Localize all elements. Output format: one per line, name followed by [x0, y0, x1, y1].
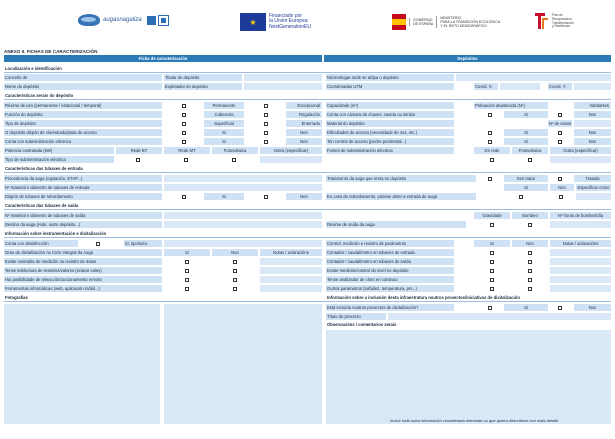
label-non: Non — [574, 111, 611, 118]
label-non: Non — [574, 138, 611, 145]
checkbox-sub-non[interactable] — [264, 140, 268, 144]
checkbox-outros-si[interactable] — [490, 287, 494, 291]
augas-galicia-logo — [78, 14, 168, 26]
form-row — [4, 321, 611, 329]
label-fotovoltaica: Fotovoltaica — [212, 147, 258, 154]
divider — [4, 99, 611, 100]
section-saida: Características das tubaxes de saída — [5, 203, 79, 208]
header-row — [4, 55, 611, 63]
divider — [4, 237, 611, 238]
checkbox-contador-s-si[interactable] — [490, 260, 494, 264]
checkbox-gravidade[interactable] — [490, 223, 494, 227]
input-nvasos[interactable] — [574, 120, 611, 127]
form-row — [4, 258, 611, 266]
checkbox-enterrado[interactable] — [264, 122, 268, 126]
label-tratamento: Tratamento da auga que entra no depósito — [326, 175, 476, 182]
input-centralita-notas[interactable] — [260, 258, 322, 265]
checkbox-rebord-si[interactable] — [182, 195, 186, 199]
checkbox-contador-e-non[interactable] — [528, 251, 532, 255]
section-localizacion: Localización e identificación — [5, 66, 62, 71]
checkbox-contador-s-non[interactable] — [528, 260, 532, 264]
checkbox-fonte-rede[interactable] — [490, 158, 494, 162]
form-row — [4, 147, 611, 155]
checkbox-deter-si[interactable] — [519, 195, 523, 199]
form-row — [4, 102, 611, 110]
eu-logo — [240, 13, 311, 31]
form-row — [4, 138, 611, 146]
label-outra: Outra (especificar) — [550, 147, 611, 154]
label-rexime: Réxime de uso (permanente / estacional / temporal) — [4, 102, 162, 109]
label-si: Si — [504, 304, 548, 311]
form-row — [4, 83, 611, 91]
label-telelectura: Tense telelectura de rexistros/valores (sclarar cales) — [4, 267, 162, 274]
label-nucleo: Núcleo/lugar onde se atópa o depósito — [326, 74, 454, 81]
header-ficha: Ficha de caracterización — [4, 55, 322, 62]
form-row — [4, 221, 611, 229]
section-instrumentacion: Información sobre instrumentación e dixitalización — [5, 231, 107, 236]
label-si: Si — [204, 138, 244, 145]
label-non: Non — [550, 184, 574, 191]
label-especificar: Especificar como — [577, 185, 610, 190]
checkbox-dificultades-non[interactable] — [558, 131, 562, 135]
section-xerais: Características xerais do depósito — [5, 93, 74, 98]
label-non: Non — [512, 240, 548, 247]
label-tiposub: Tipo de subministración eléctrica — [4, 156, 114, 163]
form-row — [4, 111, 611, 119]
label-ntubaxes-entrada: Nº material e diámetro de tubaxes de entrada — [4, 184, 162, 191]
prtr-line: y Resiliencia — [552, 24, 570, 29]
form-row — [4, 175, 611, 183]
prtr-text — [552, 14, 574, 28]
label-superficial: Superficial — [204, 120, 244, 127]
checkbox-centralita-non[interactable] — [233, 260, 237, 264]
label-subministracion: Conta con subministración eléctrica — [4, 138, 162, 145]
label-control: Control, medición e rexistro de parámetros — [326, 240, 454, 247]
prtr-logo — [535, 13, 574, 30]
label-peche: Ten control de acceso (peche perimetral...) — [326, 138, 454, 145]
checkbox-analizador-si[interactable] — [490, 278, 494, 282]
checkbox-redemt[interactable] — [184, 158, 188, 162]
label-procedencia: Procedencia da auga (captación, ETAP...) — [4, 175, 162, 182]
checkbox-teleaccion-non[interactable] — [233, 278, 237, 282]
input-destino[interactable] — [164, 221, 322, 228]
checkbox-ferramentas-non[interactable] — [233, 287, 237, 291]
form-row — [4, 156, 611, 164]
coat-of-arms-icon — [392, 14, 406, 30]
form-row — [4, 129, 611, 137]
checkbox-fonte-foto[interactable] — [528, 158, 532, 162]
eu-line: Financiado por — [269, 12, 303, 19]
xunta-square-outline-icon — [159, 16, 168, 25]
wave-icon — [78, 14, 100, 26]
checkbox-incluida-si[interactable] — [488, 306, 492, 310]
min-line: MINISTERIO — [440, 16, 462, 20]
checkbox-contador-e-si[interactable] — [490, 251, 494, 255]
checkbox-nivel-non[interactable] — [528, 269, 532, 273]
checkbox-superficial[interactable] — [182, 122, 186, 126]
label-observacions: Observacións / comentarios xerais — [327, 322, 397, 327]
checkbox-dificultades-si[interactable] — [488, 131, 492, 135]
input-horas[interactable] — [550, 221, 611, 228]
checkbox-telelectura-non[interactable] — [233, 269, 237, 273]
label-sentratar: Sen tratar — [504, 175, 548, 182]
input-explotador[interactable] — [244, 83, 322, 90]
label-titulo-proxecto: Título do proxecto — [326, 313, 386, 320]
annex-title: ANEXO II. FICHAS DE CARACTERIZACIÓN — [4, 49, 98, 54]
input-especificar[interactable] — [576, 193, 611, 200]
label-teleaccion: Hai posibilidade de teleacción/accionamento remoto — [4, 276, 162, 283]
label-explotador: Explotador do depósito — [164, 83, 242, 90]
label-permanente: Permanente — [204, 102, 244, 109]
label-si: Si — [504, 184, 548, 191]
label-gravidade: Gravidade — [474, 212, 510, 219]
section-entrada: Características das tubaxes de entrada — [5, 166, 83, 171]
label-outros: Outros parámetros (turbidez, temperatura, pH...) — [326, 285, 454, 292]
label-non: Non — [286, 129, 322, 136]
label-camara: Conta con cámara de chaves, caseta ou similar — [326, 111, 454, 118]
input-fonte-outra[interactable] — [550, 156, 611, 163]
prtr-line: Transformación — [552, 20, 575, 25]
label-cabeceira: Cabeceira — [204, 111, 244, 118]
label-contador-entrada: Contador / caudalímetro en tubaxes de entrada — [326, 249, 454, 256]
input-ntubaxes-saida[interactable] — [164, 212, 322, 219]
label-ferramentas: Ferramentas informáticas (web, aplicación móbil...) — [4, 285, 162, 292]
checkbox-nivel-si[interactable] — [490, 269, 494, 273]
label-nivel: Existe medición/control do nivel no depósito — [326, 267, 454, 274]
label-incluida: Está incluída noutros proxectos de dixitalización? — [326, 304, 454, 311]
label-titular: Titular do depósito — [164, 74, 242, 81]
header-logos — [0, 0, 615, 46]
form-row — [4, 212, 611, 220]
checkbox-dispon-si[interactable] — [182, 131, 186, 135]
eu-text — [269, 14, 311, 31]
label-dificultades: Dificultades de acceso (necesidade de 4x4, etc.) — [326, 129, 454, 136]
checkbox-excepcional[interactable] — [264, 104, 268, 108]
label-dispon: O depósito dispón de vía/estrada/pista de acceso — [4, 129, 162, 136]
checkbox-bombeo[interactable] — [528, 223, 532, 227]
form-row — [4, 313, 611, 321]
divider — [4, 172, 611, 173]
label-si: Si — [504, 111, 548, 118]
prtr-mark-icon — [535, 13, 549, 30]
label-desinfeccion: Conta con desinfección — [4, 240, 78, 247]
input-titular[interactable] — [244, 74, 322, 81]
label-derede: De rede — [474, 147, 510, 154]
gobierno-espana-logo — [392, 14, 500, 30]
checkbox-camara-si[interactable] — [488, 113, 492, 117]
ministerio-text — [436, 16, 500, 28]
label-nvasos: Nº de vasos — [548, 121, 572, 126]
checkbox-permanente[interactable] — [182, 104, 186, 108]
checkbox-fotovoltaica[interactable] — [232, 158, 236, 162]
label-notas: Notas / aclaracións — [550, 240, 611, 247]
section-proxectos: Información sobre a inclusión desta infraestrutura noutros proxectos/iniciativas de dixitalización — [327, 295, 520, 300]
min-line: Y EL RETO DEMOGRÁFICO — [440, 24, 487, 28]
label-centralita: Existe centralita de medición ou rexistro de datos — [4, 258, 162, 265]
label-horas: Nº horas de bombeo/día — [550, 212, 611, 219]
divider — [4, 209, 611, 210]
label-redemt: Rede MT — [164, 147, 210, 154]
label-habitantes: habitantes — [574, 102, 611, 109]
checkbox-redebt[interactable] — [136, 158, 140, 162]
label-enterrado: Enterrado — [286, 120, 322, 127]
eu-flag-icon: ★ — [240, 13, 266, 31]
min-line: PARA LA TRANSICIÓN ECOLÓGICA — [440, 20, 501, 24]
divider — [4, 72, 611, 73]
header-depositos: Depósitos — [324, 55, 611, 62]
checkbox-ferramentas-si[interactable] — [185, 287, 189, 291]
label-non: Non — [212, 249, 258, 256]
gob-line: DE ESPAÑA — [413, 22, 434, 26]
label-capacidade: Capacidade (m³) — [326, 102, 454, 109]
input-procedencia[interactable] — [164, 175, 322, 182]
checkbox-peche-si[interactable] — [488, 140, 492, 144]
section-fotografias: Fotografías — [5, 295, 28, 300]
input-tipoloxia[interactable] — [164, 240, 322, 247]
checkbox-rebord-non[interactable] — [264, 195, 268, 199]
checkbox-incluida-non[interactable] — [558, 306, 562, 310]
form-row — [4, 240, 611, 248]
checkbox-regulacion[interactable] — [264, 113, 268, 117]
checkbox-cabeceira[interactable] — [182, 113, 186, 117]
form-page — [4, 49, 611, 327]
checkbox-peche-non[interactable] — [558, 140, 562, 144]
input-titulo-proxecto[interactable] — [388, 313, 611, 320]
label-rebordamento: Dispón de tubaxes de rebordamento — [4, 193, 162, 200]
checkbox-dispon-non[interactable] — [264, 131, 268, 135]
label-notas: Notas / aclaracións — [260, 249, 322, 256]
augas-galicia-text: augasnagaliza — [103, 17, 142, 23]
label-ntubaxes-saida: Nº material e diámetro de tubaxes de saída — [4, 212, 162, 219]
label-regulacion: Regulación — [286, 111, 322, 118]
label-poboacion: Poboación abastecida (Nº) — [474, 102, 548, 109]
footer-note: Incluír toda outra información considerada relevante ou que queira describirse con máis detalle — [390, 418, 559, 423]
input-coordy[interactable] — [574, 83, 611, 90]
input-ntubaxes-entrada[interactable] — [164, 184, 322, 191]
label-nome: Nome do depósito — [4, 83, 162, 90]
label-si: Si — [504, 129, 548, 136]
prtr-line: Plan de — [552, 13, 563, 18]
input-contador-e-notas[interactable] — [550, 249, 611, 256]
label-tipo: Tipo de depósito — [4, 120, 162, 127]
label-utm: Coordenadas UTM — [326, 83, 454, 90]
divider — [4, 301, 611, 302]
label-excepcional: Excepcional — [286, 102, 322, 109]
checkbox-outros-non[interactable] — [528, 287, 532, 291]
label-fontes: Fontes de subministración eléctrica — [326, 147, 454, 154]
label-analizador: Tense analizador de cloro en continuo — [326, 276, 454, 283]
prtr-line: Recuperación, — [552, 16, 573, 21]
checkbox-deter-non[interactable] — [559, 195, 563, 199]
label-non: Non — [574, 304, 611, 311]
label-non: Non — [574, 129, 611, 136]
input-nucleo[interactable] — [456, 74, 611, 81]
form-row — [4, 249, 611, 257]
input-ferramentas-notas[interactable] — [260, 285, 322, 292]
label-si: Si — [474, 240, 510, 247]
observacions-box[interactable] — [326, 330, 611, 424]
checkbox-centralita-si[interactable] — [185, 260, 189, 264]
checkbox-sub-si[interactable] — [182, 140, 186, 144]
label-destino: Destino da auga (rede, outro depósito...) — [4, 221, 162, 228]
label-concello: Concello de — [4, 74, 162, 81]
checkbox-sentratar[interactable] — [488, 177, 492, 181]
label-bombeo: Bombeo — [512, 212, 548, 219]
label-fotovoltaica: Fotovoltaica — [512, 147, 548, 154]
label-outra: Outra (especificar) — [260, 147, 322, 154]
label-non: Non — [286, 138, 322, 145]
input-analizador-notas[interactable] — [550, 276, 611, 283]
gobierno-text — [409, 18, 433, 26]
label-material: Material do depósito — [326, 120, 454, 127]
input-teleaccion-notas[interactable] — [260, 276, 322, 283]
form-row — [4, 285, 611, 293]
label-non: Non — [286, 193, 322, 200]
form-row — [4, 184, 611, 192]
checkbox-tratada[interactable] — [558, 177, 562, 181]
form-row — [4, 276, 611, 284]
label-grao: Grao de dixitalización no Ciclo Integral da Auga — [4, 249, 162, 256]
label-si: Si — [204, 129, 244, 136]
xunta-square-icon — [147, 16, 156, 25]
label-sitipoloxia: Si, tipoloxía: — [124, 240, 162, 247]
input-outra[interactable] — [260, 156, 322, 163]
checkbox-camara-non[interactable] — [558, 113, 562, 117]
label-contador-saida: Contador / caudalímetro en tubaxes de saída — [326, 258, 454, 265]
input-coordx[interactable] — [500, 83, 540, 90]
form-row — [4, 120, 611, 128]
input-telelectura-notas[interactable] — [260, 267, 322, 274]
label-si: Si — [204, 193, 244, 200]
checkbox-analizador-non[interactable] — [528, 278, 532, 282]
label-funcion: Función do depósito — [4, 111, 162, 118]
checkbox-telelectura-si[interactable] — [185, 269, 189, 273]
form-row — [4, 267, 611, 275]
eu-line: NextGenerationEU — [269, 23, 311, 30]
label-rexime-saida: Réxime de saída da auga — [326, 221, 466, 228]
label-coordy: Coord. Y: — [548, 83, 572, 90]
label-deter-entrada: En caso de rebordamento, pódese deter a entrada de auga — [326, 193, 476, 200]
label-si: Si — [164, 249, 210, 256]
label-si: Si — [504, 138, 548, 145]
input-nivel-notas[interactable] — [550, 267, 611, 274]
gob-line: GOBIERNO — [413, 18, 433, 22]
input-outros-notas[interactable] — [550, 285, 611, 292]
checkbox-teleaccion-si[interactable] — [185, 278, 189, 282]
label-redebt: Rede BT — [116, 147, 162, 154]
label-tratada: Tratada — [574, 175, 611, 182]
label-coordx: Coord. X: — [474, 83, 498, 90]
form-row — [4, 193, 611, 201]
eu-line: la Unión Europea — [269, 18, 308, 25]
form-row — [4, 304, 611, 312]
label-potencia: Potencia contratada (kW) — [4, 147, 114, 154]
form-row — [4, 74, 611, 82]
checkbox-desinfeccion[interactable] — [96, 242, 100, 246]
input-contador-s-notas[interactable] — [550, 258, 611, 265]
